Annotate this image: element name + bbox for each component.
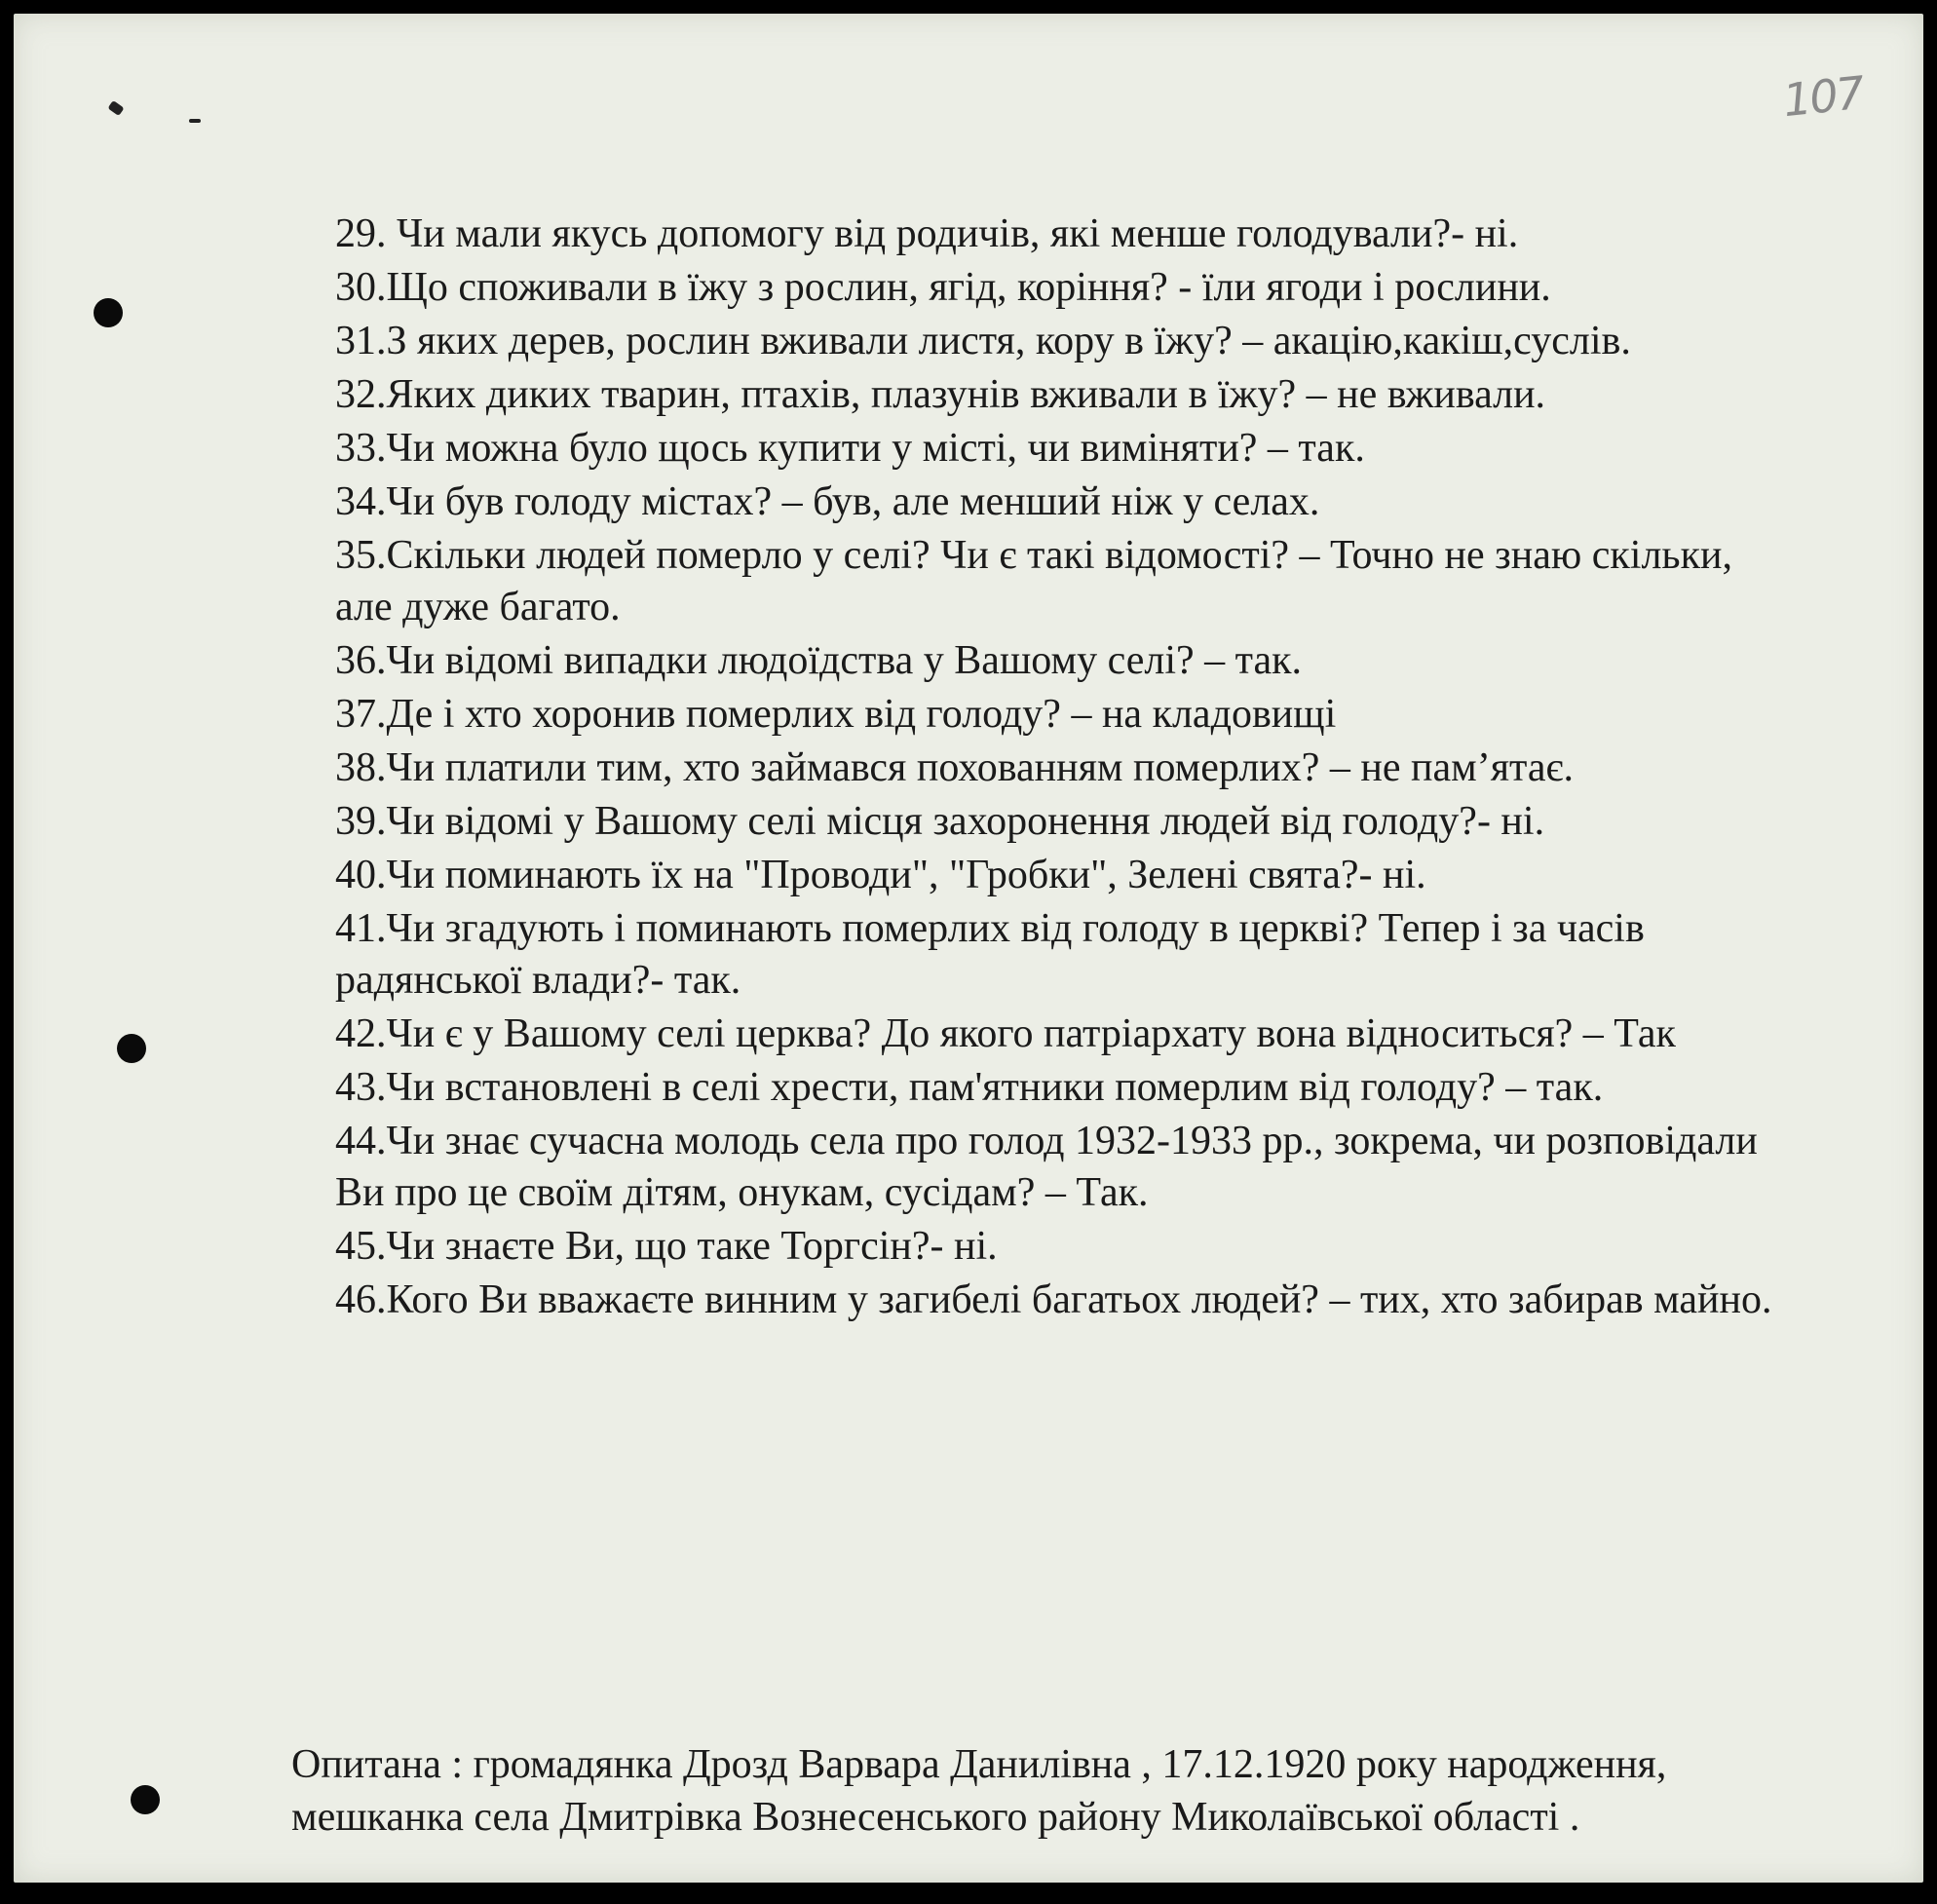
question-44: 44.Чи знає сучасна молодь села про голод 1932-1933 рр., зокрема, чи розповідали Ви про це своїм дітям, онукам, сусідам? – Так. bbox=[335, 1119, 1758, 1215]
question-38: 38.Чи платили тим, хто займався похованням померлих? – не пам’ятає. bbox=[335, 745, 1575, 790]
question-36: 36.Чи відомі випадки людоїдства у Вашому селі? – так. bbox=[335, 638, 1303, 683]
question-45: 45.Чи знаєте Ви, що таке Торгсін?- ні. bbox=[335, 1224, 998, 1269]
question-33: 33.Чи можна було щось купити у місті, чи виміняти? – так. bbox=[335, 426, 1365, 471]
punch-hole-middle bbox=[117, 1034, 146, 1063]
page-number: 107 bbox=[1780, 65, 1866, 128]
question-41: 41.Чи згадують і поминають померлих від голоду в церкві? Тепер і за часів радянської влади?- так. bbox=[335, 906, 1645, 1003]
question-46: 46.Кого Ви вважаєте винним у загибелі багатьох людей? – тих, хто забирав майно. bbox=[335, 1277, 1772, 1322]
question-30: 30.Що споживали в їжу з рослин, ягід, коріння? - їли ягоди і рослини. bbox=[335, 265, 1551, 310]
question-42: 42.Чи є у Вашому селі церква? До якого патріархату вона відноситься? – Так bbox=[335, 1011, 1676, 1056]
questionnaire-list bbox=[335, 209, 1777, 1328]
question-37: 37.Де і хто хоронив померлих від голоду? – на кладовищі bbox=[335, 692, 1337, 737]
question-39: 39.Чи відомі у Вашому селі місця захоронення людей від голоду?- ні. bbox=[335, 799, 1545, 844]
respondent-info: Опитана : громадянка Дрозд Варвара Данилівна , 17.12.1920 року народження, мешканка села Дмитрівка Вознесенського району Миколаївської області . bbox=[291, 1742, 1667, 1840]
question-32: 32.Яких диких тварин, птахів, плазунів вживали в їжу? – не вживали. bbox=[335, 372, 1546, 417]
question-31: 31.З яких дерев, рослин вживали листя, кору в їжу? – акацію,какіш,суслів. bbox=[335, 319, 1631, 363]
question-35: 35.Скільки людей померло у селі? Чи є такі відомості? – Точно не знаю скільки, але дуже багато. bbox=[335, 533, 1732, 629]
question-43: 43.Чи встановлені в селі хрести, пам'ятники померлим від голоду? – так. bbox=[335, 1065, 1604, 1110]
question-29: 29. Чи мали якусь допомогу від родичів, які менше голодували?- ні. bbox=[335, 211, 1519, 256]
question-40: 40.Чи поминають їх на "Проводи", "Гробки", Зелені свята?- ні. bbox=[335, 853, 1426, 897]
document-page bbox=[14, 14, 1923, 1883]
ink-mark bbox=[189, 119, 201, 123]
ink-mark bbox=[107, 100, 124, 116]
question-34: 34.Чи був голоду містах? – був, але менший ніж у селах. bbox=[335, 479, 1320, 524]
punch-hole-top bbox=[94, 298, 123, 327]
punch-hole-bottom bbox=[131, 1785, 160, 1814]
